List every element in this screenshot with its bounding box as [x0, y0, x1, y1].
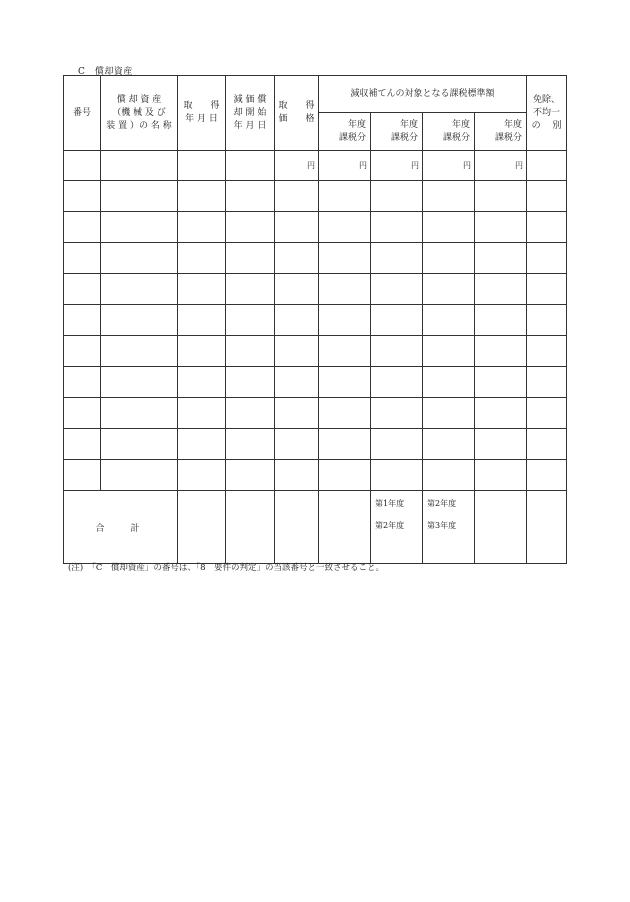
total-fy2-bottom-label: 第2年度 — [375, 521, 405, 530]
cell-fiscal-year-4[interactable] — [475, 398, 527, 429]
cell-acquisition-date[interactable] — [178, 398, 226, 429]
cell-fiscal-year-2[interactable] — [371, 336, 423, 367]
header-asset-name-line1: 償 却 資 産 — [116, 94, 162, 105]
header-exemption-line2: 不均一 — [533, 107, 561, 118]
cell-number[interactable] — [64, 305, 101, 336]
cell-acquisition-price[interactable] — [275, 212, 319, 243]
cell-number[interactable] — [64, 274, 101, 305]
cell-fiscal-year-2[interactable] — [371, 429, 423, 460]
cell-depreciation-start[interactable] — [226, 212, 275, 243]
cell-exemption[interactable] — [527, 398, 567, 429]
cell-depreciation-start[interactable] — [226, 274, 275, 305]
cell-exemption[interactable] — [527, 243, 567, 274]
header-depreciation-start-line1: 減 価 償 — [233, 94, 267, 105]
cell-acquisition-price[interactable] — [275, 181, 319, 212]
cell-fiscal-year-4[interactable]: 円 — [475, 151, 527, 181]
cell-acquisition-price[interactable] — [275, 274, 319, 305]
header-fy4-line1: 年度 — [504, 119, 523, 130]
cell-fiscal-year-2[interactable] — [371, 398, 423, 429]
section-title: C 償却資産 — [78, 67, 133, 77]
cell-fiscal-year-1[interactable] — [319, 460, 371, 491]
table-row — [64, 151, 567, 181]
cell-acquisition-date[interactable] — [178, 212, 226, 243]
header-acquisition-price-line1: 取 得 — [278, 101, 315, 111]
cell-exemption[interactable] — [527, 429, 567, 460]
total-acquisition-date[interactable] — [178, 491, 226, 564]
header-depreciation-start-line2: 却 開 始 — [233, 107, 267, 118]
cell-fiscal-year-2[interactable] — [371, 243, 423, 274]
cell-exemption[interactable] — [527, 212, 567, 243]
header-depreciation-start-line3: 年 月 日 — [233, 120, 267, 131]
cell-depreciation-start[interactable] — [226, 429, 275, 460]
cell-acquisition-price[interactable] — [275, 429, 319, 460]
cell-fiscal-year-1[interactable] — [319, 336, 371, 367]
header-exemption-line3: の 別 — [531, 120, 562, 131]
total-acquisition-price[interactable] — [275, 491, 319, 564]
total-fy3-bottom-label: 第3年度 — [427, 521, 457, 530]
cell-asset-name[interactable] — [101, 181, 178, 212]
header-asset-name — [101, 76, 178, 151]
cell-asset-name[interactable] — [101, 398, 178, 429]
header-fy3-line1: 年度 — [451, 119, 470, 130]
header-fiscal-year-1 — [319, 113, 371, 151]
cell-exemption[interactable] — [527, 336, 567, 367]
cell-exemption[interactable] — [527, 151, 567, 181]
cell-acquisition-date[interactable] — [178, 429, 226, 460]
table-row — [64, 181, 567, 212]
cell-fiscal-year-1[interactable] — [319, 243, 371, 274]
header-acquisition-date — [178, 76, 226, 151]
header-fiscal-year-4 — [475, 113, 527, 151]
cell-depreciation-start[interactable] — [226, 305, 275, 336]
depreciable-assets-table — [63, 75, 567, 564]
cell-acquisition-price[interactable] — [275, 336, 319, 367]
cell-fiscal-year-4[interactable] — [475, 336, 527, 367]
header-asset-name-line3: 装 置 ）の 名 称 — [106, 120, 172, 131]
cell-acquisition-date[interactable] — [178, 305, 226, 336]
header-depreciation-start — [226, 76, 275, 151]
header-reduction-group: 減収補てんの対象となる課税標準額 — [319, 76, 527, 113]
header-fy1-line1: 年度 — [347, 119, 366, 130]
cell-fiscal-year-4[interactable] — [475, 212, 527, 243]
cell-number[interactable] — [64, 460, 101, 491]
cell-number[interactable] — [64, 181, 101, 212]
cell-asset-name[interactable] — [101, 429, 178, 460]
cell-fiscal-year-4[interactable] — [475, 181, 527, 212]
total-fy2-top-label: 第1年度 — [375, 499, 405, 508]
cell-number[interactable] — [64, 243, 101, 274]
cell-fiscal-year-1[interactable] — [319, 429, 371, 460]
cell-fiscal-year-1[interactable]: 円 — [319, 151, 371, 181]
header-exemption-line1: 免除、 — [533, 94, 561, 105]
table-row — [64, 367, 567, 398]
cell-depreciation-start[interactable] — [226, 243, 275, 274]
cell-fiscal-year-4[interactable] — [475, 243, 527, 274]
cell-asset-name[interactable] — [101, 243, 178, 274]
header-acquisition-price-line2: 価 格 — [278, 114, 315, 124]
cell-exemption[interactable] — [527, 367, 567, 398]
table-row — [64, 212, 567, 243]
cell-asset-name[interactable] — [101, 274, 178, 305]
cell-acquisition-date[interactable] — [178, 151, 226, 181]
cell-fiscal-year-1[interactable] — [319, 274, 371, 305]
cell-fiscal-year-2[interactable]: 円 — [371, 151, 423, 181]
cell-fiscal-year-3[interactable]: 円 — [423, 151, 475, 181]
total-fiscal-year-3[interactable] — [423, 491, 475, 564]
cell-number[interactable] — [64, 398, 101, 429]
cell-number[interactable] — [64, 429, 101, 460]
cell-asset-name[interactable] — [101, 305, 178, 336]
cell-fiscal-year-3[interactable] — [423, 429, 475, 460]
cell-exemption[interactable] — [527, 274, 567, 305]
cell-fiscal-year-1[interactable] — [319, 212, 371, 243]
cell-fiscal-year-4[interactable] — [475, 367, 527, 398]
cell-acquisition-date[interactable] — [178, 460, 226, 491]
cell-fiscal-year-4[interactable] — [475, 274, 527, 305]
cell-acquisition-date[interactable] — [178, 181, 226, 212]
cell-fiscal-year-1[interactable] — [319, 367, 371, 398]
header-acquisition-price — [275, 76, 319, 151]
table-row — [64, 460, 567, 491]
table-row — [64, 398, 567, 429]
cell-asset-name[interactable] — [101, 212, 178, 243]
cell-fiscal-year-2[interactable] — [371, 181, 423, 212]
table-row — [64, 336, 567, 367]
header-fy2-line2: 課税分 — [390, 132, 418, 143]
cell-acquisition-price[interactable]: 円 — [275, 151, 319, 181]
total-depreciation-start[interactable] — [226, 491, 275, 564]
header-fy3-line2: 課税分 — [442, 132, 470, 143]
cell-depreciation-start[interactable] — [226, 151, 275, 181]
cell-depreciation-start[interactable] — [226, 181, 275, 212]
cell-fiscal-year-3[interactable] — [423, 367, 475, 398]
cell-fiscal-year-1[interactable] — [319, 398, 371, 429]
cell-fiscal-year-3[interactable] — [423, 460, 475, 491]
cell-fiscal-year-4[interactable] — [475, 429, 527, 460]
header-asset-name-line2: （機 械 及 び — [112, 107, 166, 118]
cell-depreciation-start[interactable] — [226, 367, 275, 398]
cell-exemption[interactable] — [527, 181, 567, 212]
table-row — [64, 274, 567, 305]
table-row — [64, 429, 567, 460]
cell-fiscal-year-2[interactable] — [371, 367, 423, 398]
cell-number[interactable] — [64, 336, 101, 367]
footnote: (注) 「C 償却資産」の番号は、「8 要件の判定」の当該番号と一致させること。 — [68, 563, 385, 573]
total-fy3-top-label: 第2年度 — [427, 499, 457, 508]
cell-acquisition-price[interactable] — [275, 398, 319, 429]
header-fy2-line1: 年度 — [399, 119, 418, 130]
cell-fiscal-year-3[interactable] — [423, 212, 475, 243]
header-exemption — [527, 76, 567, 151]
cell-fiscal-year-2[interactable] — [371, 212, 423, 243]
cell-fiscal-year-2[interactable] — [371, 274, 423, 305]
cell-fiscal-year-3[interactable] — [423, 398, 475, 429]
total-fiscal-year-1[interactable] — [319, 491, 371, 564]
cell-fiscal-year-3[interactable] — [423, 274, 475, 305]
total-exemption[interactable] — [527, 491, 567, 564]
cell-acquisition-price[interactable] — [275, 305, 319, 336]
header-number: 番号 — [64, 76, 101, 151]
header-fy1-line2: 課税分 — [338, 132, 366, 143]
table-row — [64, 305, 567, 336]
header-fy4-line2: 課税分 — [495, 132, 523, 143]
cell-depreciation-start[interactable] — [226, 460, 275, 491]
cell-acquisition-price[interactable] — [275, 367, 319, 398]
cell-fiscal-year-4[interactable] — [475, 305, 527, 336]
cell-asset-name[interactable] — [101, 460, 178, 491]
cell-acquisition-date[interactable] — [178, 336, 226, 367]
total-row — [64, 491, 567, 564]
cell-fiscal-year-3[interactable] — [423, 336, 475, 367]
cell-fiscal-year-3[interactable] — [423, 181, 475, 212]
cell-acquisition-price[interactable] — [275, 460, 319, 491]
cell-fiscal-year-2[interactable] — [371, 460, 423, 491]
cell-acquisition-date[interactable] — [178, 274, 226, 305]
header-acquisition-date-line2: 年 月 日 — [185, 114, 218, 124]
cell-asset-name[interactable] — [101, 336, 178, 367]
header-acquisition-date-line1: 取 得 — [183, 101, 220, 111]
cell-exemption[interactable] — [527, 305, 567, 336]
cell-number[interactable] — [64, 367, 101, 398]
cell-depreciation-start[interactable] — [226, 336, 275, 367]
cell-number[interactable] — [64, 212, 101, 243]
cell-fiscal-year-3[interactable] — [423, 243, 475, 274]
cell-depreciation-start[interactable] — [226, 398, 275, 429]
cell-fiscal-year-3[interactable] — [423, 305, 475, 336]
cell-acquisition-date[interactable] — [178, 243, 226, 274]
cell-fiscal-year-1[interactable] — [319, 181, 371, 212]
cell-exemption[interactable] — [527, 460, 567, 491]
total-fiscal-year-2[interactable] — [371, 491, 423, 564]
table-row — [64, 243, 567, 274]
cell-asset-name[interactable] — [101, 367, 178, 398]
cell-acquisition-price[interactable] — [275, 243, 319, 274]
cell-fiscal-year-4[interactable] — [475, 460, 527, 491]
header-fiscal-year-3 — [423, 113, 475, 151]
cell-asset-name[interactable] — [101, 151, 178, 181]
total-fiscal-year-4[interactable] — [475, 491, 527, 564]
cell-number[interactable] — [64, 151, 101, 181]
cell-fiscal-year-1[interactable] — [319, 305, 371, 336]
header-fiscal-year-2 — [371, 113, 423, 151]
cell-fiscal-year-2[interactable] — [371, 305, 423, 336]
total-label: 合計 — [64, 491, 178, 564]
cell-acquisition-date[interactable] — [178, 367, 226, 398]
